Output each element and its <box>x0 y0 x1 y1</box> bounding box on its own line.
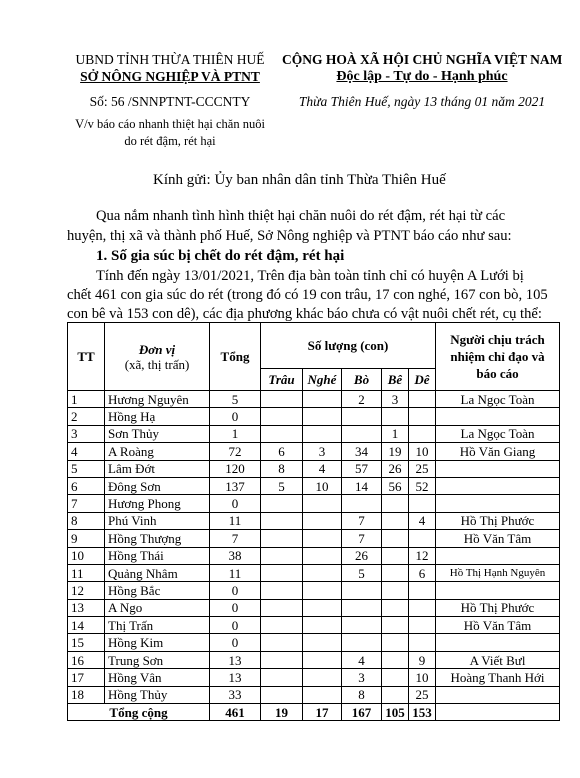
totals-label: Tổng cộng <box>68 704 210 721</box>
header-responsible <box>436 323 560 391</box>
cell-total: 13 <box>210 651 261 668</box>
cell-tt: 3 <box>68 425 105 442</box>
cell-tt: 6 <box>68 477 105 494</box>
cell-total: 13 <box>210 669 261 686</box>
cell-bo <box>342 425 382 442</box>
cell-trau <box>261 686 303 703</box>
cell-total: 33 <box>210 686 261 703</box>
cell-be <box>382 634 409 651</box>
cell-trau <box>261 495 303 512</box>
table-row <box>68 425 560 442</box>
recipient: Kính gửi: Ủy ban nhân dân tỉnh Thừa Thiên Huế <box>153 172 446 188</box>
subject-line1: V/v báo cáo nhanh thiệt hại chăn nuôi <box>75 117 265 131</box>
cell-unit: Hương Nguyên <box>105 391 210 408</box>
cell-be <box>382 512 409 529</box>
cell-trau: 8 <box>261 460 303 477</box>
table-row <box>68 530 560 547</box>
nation-line2: Độc lập - Tự do - Hạnh phúc <box>336 69 508 84</box>
cell-person <box>436 582 560 599</box>
cell-tt: 13 <box>68 599 105 616</box>
intro-line2: huyện, thị xã và thành phố Huế, Sở Nông nghiệp và PTNT báo cáo như sau: <box>67 228 512 244</box>
totals-person <box>436 704 560 721</box>
cell-de: 4 <box>409 512 436 529</box>
org-line2: SỞ NÔNG NGHIỆP VÀ PTNT <box>80 69 260 84</box>
cell-bo: 34 <box>342 443 382 460</box>
table-row <box>68 477 560 494</box>
cell-nghe <box>303 408 342 425</box>
cell-be: 26 <box>382 460 409 477</box>
cell-de: 10 <box>409 443 436 460</box>
section1-heading: 1. Số gia súc bị chết do rét đậm, rét hại <box>96 248 345 264</box>
cell-trau: 6 <box>261 443 303 460</box>
cell-trau <box>261 425 303 442</box>
org-line1: UBND TỈNH THỪA THIÊN HUẾ <box>75 52 265 67</box>
cell-nghe <box>303 634 342 651</box>
cell-total: 7 <box>210 530 261 547</box>
cell-be: 56 <box>382 477 409 494</box>
cell-bo: 26 <box>342 547 382 564</box>
cell-person: La Ngọc Toàn <box>436 391 560 408</box>
cell-tt: 14 <box>68 617 105 634</box>
header-trau: Trâu <box>261 369 303 391</box>
cell-tt: 12 <box>68 582 105 599</box>
cell-person: Hồ Thị Phước <box>436 599 560 616</box>
cell-trau <box>261 669 303 686</box>
cell-unit: A Roàng <box>105 443 210 460</box>
table-row <box>68 564 560 581</box>
cell-trau: 5 <box>261 477 303 494</box>
cell-be <box>382 669 409 686</box>
cell-unit: Sơn Thủy <box>105 425 210 442</box>
cell-unit: Quảng Nhâm <box>105 564 210 581</box>
cell-de <box>409 495 436 512</box>
cell-person: A Viết Bưl <box>436 651 560 668</box>
cell-de <box>409 391 436 408</box>
cell-total: 120 <box>210 460 261 477</box>
cell-tt: 4 <box>68 443 105 460</box>
cell-bo <box>342 582 382 599</box>
header-unit <box>105 323 210 391</box>
header-responsible-3: báo cáo <box>476 366 519 381</box>
cell-trau <box>261 634 303 651</box>
cell-unit: Phú Vinh <box>105 512 210 529</box>
cell-unit: Hồng Vân <box>105 669 210 686</box>
cell-total: 1 <box>210 425 261 442</box>
cell-de: 25 <box>409 460 436 477</box>
header-responsible-1: Người chịu trách <box>450 332 545 347</box>
cell-bo: 3 <box>342 669 382 686</box>
cell-be: 1 <box>382 425 409 442</box>
totals-be: 105 <box>382 704 409 721</box>
totals-bo: 167 <box>342 704 382 721</box>
cell-person: Hồ Văn Tâm <box>436 617 560 634</box>
cell-bo <box>342 617 382 634</box>
cell-tt: 18 <box>68 686 105 703</box>
cell-bo: 7 <box>342 512 382 529</box>
cell-tt: 2 <box>68 408 105 425</box>
cell-unit: Lâm Đớt <box>105 460 210 477</box>
cell-person <box>436 408 560 425</box>
subject-line2: do rét đậm, rét hại <box>124 134 216 148</box>
table-row <box>68 669 560 686</box>
cell-person <box>436 495 560 512</box>
cell-de <box>409 582 436 599</box>
cell-bo <box>342 495 382 512</box>
cell-trau <box>261 408 303 425</box>
cell-trau <box>261 512 303 529</box>
cell-be <box>382 408 409 425</box>
nation-line1: CỘNG HOÀ XÃ HỘI CHỦ NGHĨA VIỆT NAM <box>282 52 563 67</box>
cell-be <box>382 617 409 634</box>
header-quantity: Số lượng (con) <box>261 323 436 369</box>
cell-person: Hoàng Thanh Hới <box>436 669 560 686</box>
table-row <box>68 634 560 651</box>
cell-tt: 11 <box>68 564 105 581</box>
cell-tt: 17 <box>68 669 105 686</box>
table-row <box>68 391 560 408</box>
totals-de: 153 <box>409 704 436 721</box>
place-date: Thừa Thiên Huế, ngày 13 tháng 01 năm 2021 <box>298 94 546 109</box>
cell-nghe <box>303 391 342 408</box>
cell-total: 0 <box>210 582 261 599</box>
table-row <box>68 512 560 529</box>
intro-line1: Qua nắm nhanh tình hình thiệt hại chăn nuôi do rét đậm, rét hại từ các <box>96 208 506 224</box>
cell-be <box>382 564 409 581</box>
cell-de: 6 <box>409 564 436 581</box>
cell-bo: 5 <box>342 564 382 581</box>
section1-line2: chết 461 con gia súc do rét (trong đó có 19 con trâu, 17 con nghé, 167 con bò, 105 <box>67 287 548 303</box>
cell-be <box>382 651 409 668</box>
cell-de: 52 <box>409 477 436 494</box>
section1-line1: Tính đến ngày 13/01/2021, Trên địa bàn toàn tỉnh chỉ có huyện A Lưới bị <box>96 268 524 284</box>
cell-unit: Hồng Thủy <box>105 686 210 703</box>
cell-trau <box>261 391 303 408</box>
document-number: Số: 56 /SNNPTNT-CCCNTY <box>89 94 251 109</box>
totals-trau: 19 <box>261 704 303 721</box>
cell-tt: 7 <box>68 495 105 512</box>
table-row <box>68 599 560 616</box>
totals-row <box>68 704 560 721</box>
cell-person <box>436 634 560 651</box>
header-unit-sub: (xã, thị trấn) <box>124 356 190 372</box>
cell-unit: Hương Phong <box>105 495 210 512</box>
section1-line3: con bê và 153 con dê), các địa phương khác báo chưa có vật nuôi chết rét, cụ thể: <box>67 306 542 322</box>
cell-de <box>409 530 436 547</box>
cell-de: 12 <box>409 547 436 564</box>
cell-nghe <box>303 599 342 616</box>
cell-be <box>382 530 409 547</box>
cell-nghe <box>303 617 342 634</box>
cell-bo: 7 <box>342 530 382 547</box>
cell-tt: 8 <box>68 512 105 529</box>
cell-nghe: 3 <box>303 443 342 460</box>
cell-be: 3 <box>382 391 409 408</box>
cell-bo <box>342 599 382 616</box>
cell-total: 5 <box>210 391 261 408</box>
cell-nghe <box>303 425 342 442</box>
livestock-loss-table <box>67 322 560 721</box>
cell-person <box>436 477 560 494</box>
cell-unit: Hồng Kim <box>105 634 210 651</box>
cell-unit: Thị Trấn <box>105 617 210 634</box>
table-row <box>68 408 560 425</box>
cell-nghe <box>303 582 342 599</box>
cell-trau <box>261 651 303 668</box>
cell-be <box>382 582 409 599</box>
cell-nghe <box>303 686 342 703</box>
header-responsible-2: nhiệm chỉ đạo và <box>450 349 545 364</box>
cell-total: 38 <box>210 547 261 564</box>
cell-bo: 2 <box>342 391 382 408</box>
cell-person: La Ngọc Toàn <box>436 425 560 442</box>
cell-total: 11 <box>210 564 261 581</box>
cell-tt: 1 <box>68 391 105 408</box>
cell-person <box>436 547 560 564</box>
cell-nghe <box>303 512 342 529</box>
cell-nghe: 10 <box>303 477 342 494</box>
cell-bo <box>342 634 382 651</box>
cell-de <box>409 425 436 442</box>
cell-nghe <box>303 547 342 564</box>
cell-unit: Đông Sơn <box>105 477 210 494</box>
cell-person <box>436 460 560 477</box>
cell-de <box>409 617 436 634</box>
cell-nghe <box>303 530 342 547</box>
totals-nghe: 17 <box>303 704 342 721</box>
cell-tt: 5 <box>68 460 105 477</box>
cell-trau <box>261 564 303 581</box>
cell-unit: Trung Sơn <box>105 651 210 668</box>
cell-total: 137 <box>210 477 261 494</box>
table-row <box>68 460 560 477</box>
cell-tt: 16 <box>68 651 105 668</box>
cell-trau <box>261 530 303 547</box>
table-row <box>68 547 560 564</box>
cell-bo: 57 <box>342 460 382 477</box>
cell-unit: Hồng Thái <box>105 547 210 564</box>
header-bo: Bò <box>342 369 382 391</box>
cell-de: 9 <box>409 651 436 668</box>
table-row <box>68 617 560 634</box>
cell-be <box>382 686 409 703</box>
cell-be <box>382 599 409 616</box>
cell-total: 0 <box>210 634 261 651</box>
cell-total: 0 <box>210 617 261 634</box>
cell-total: 0 <box>210 408 261 425</box>
cell-person: Hồ Văn Giang <box>436 443 560 460</box>
cell-trau <box>261 599 303 616</box>
cell-de: 25 <box>409 686 436 703</box>
cell-person: Hồ Thị Hạnh Nguyên <box>436 564 560 581</box>
cell-de <box>409 634 436 651</box>
cell-bo <box>342 408 382 425</box>
table-row <box>68 686 560 703</box>
cell-person: Hồ Thị Phước <box>436 512 560 529</box>
table-row <box>68 651 560 668</box>
cell-unit: A Ngo <box>105 599 210 616</box>
cell-trau <box>261 547 303 564</box>
cell-total: 11 <box>210 512 261 529</box>
cell-person: Hồ Văn Tâm <box>436 530 560 547</box>
cell-total: 72 <box>210 443 261 460</box>
table-row <box>68 582 560 599</box>
cell-be <box>382 495 409 512</box>
cell-unit: Hồng Hạ <box>105 408 210 425</box>
header-nghe: Nghé <box>303 369 342 391</box>
table-row <box>68 495 560 512</box>
cell-bo: 14 <box>342 477 382 494</box>
header-tt: TT <box>68 323 105 391</box>
header-unit-label: Đơn vị <box>138 341 176 357</box>
cell-nghe: 4 <box>303 460 342 477</box>
header-total: Tổng <box>210 323 261 391</box>
cell-nghe <box>303 564 342 581</box>
cell-de <box>409 408 436 425</box>
cell-de <box>409 599 436 616</box>
cell-be: 19 <box>382 443 409 460</box>
cell-tt: 15 <box>68 634 105 651</box>
cell-nghe <box>303 495 342 512</box>
cell-total: 0 <box>210 599 261 616</box>
cell-person <box>436 686 560 703</box>
cell-total: 0 <box>210 495 261 512</box>
header-be: Bê <box>382 369 409 391</box>
totals-total: 461 <box>210 704 261 721</box>
cell-bo: 4 <box>342 651 382 668</box>
cell-be <box>382 547 409 564</box>
cell-nghe <box>303 651 342 668</box>
cell-nghe <box>303 669 342 686</box>
cell-trau <box>261 617 303 634</box>
table-row <box>68 443 560 460</box>
header-de: Dê <box>409 369 436 391</box>
cell-de: 10 <box>409 669 436 686</box>
cell-unit: Hồng Bắc <box>105 582 210 599</box>
cell-unit: Hồng Thượng <box>105 530 210 547</box>
cell-tt: 10 <box>68 547 105 564</box>
cell-tt: 9 <box>68 530 105 547</box>
cell-bo: 8 <box>342 686 382 703</box>
cell-trau <box>261 582 303 599</box>
